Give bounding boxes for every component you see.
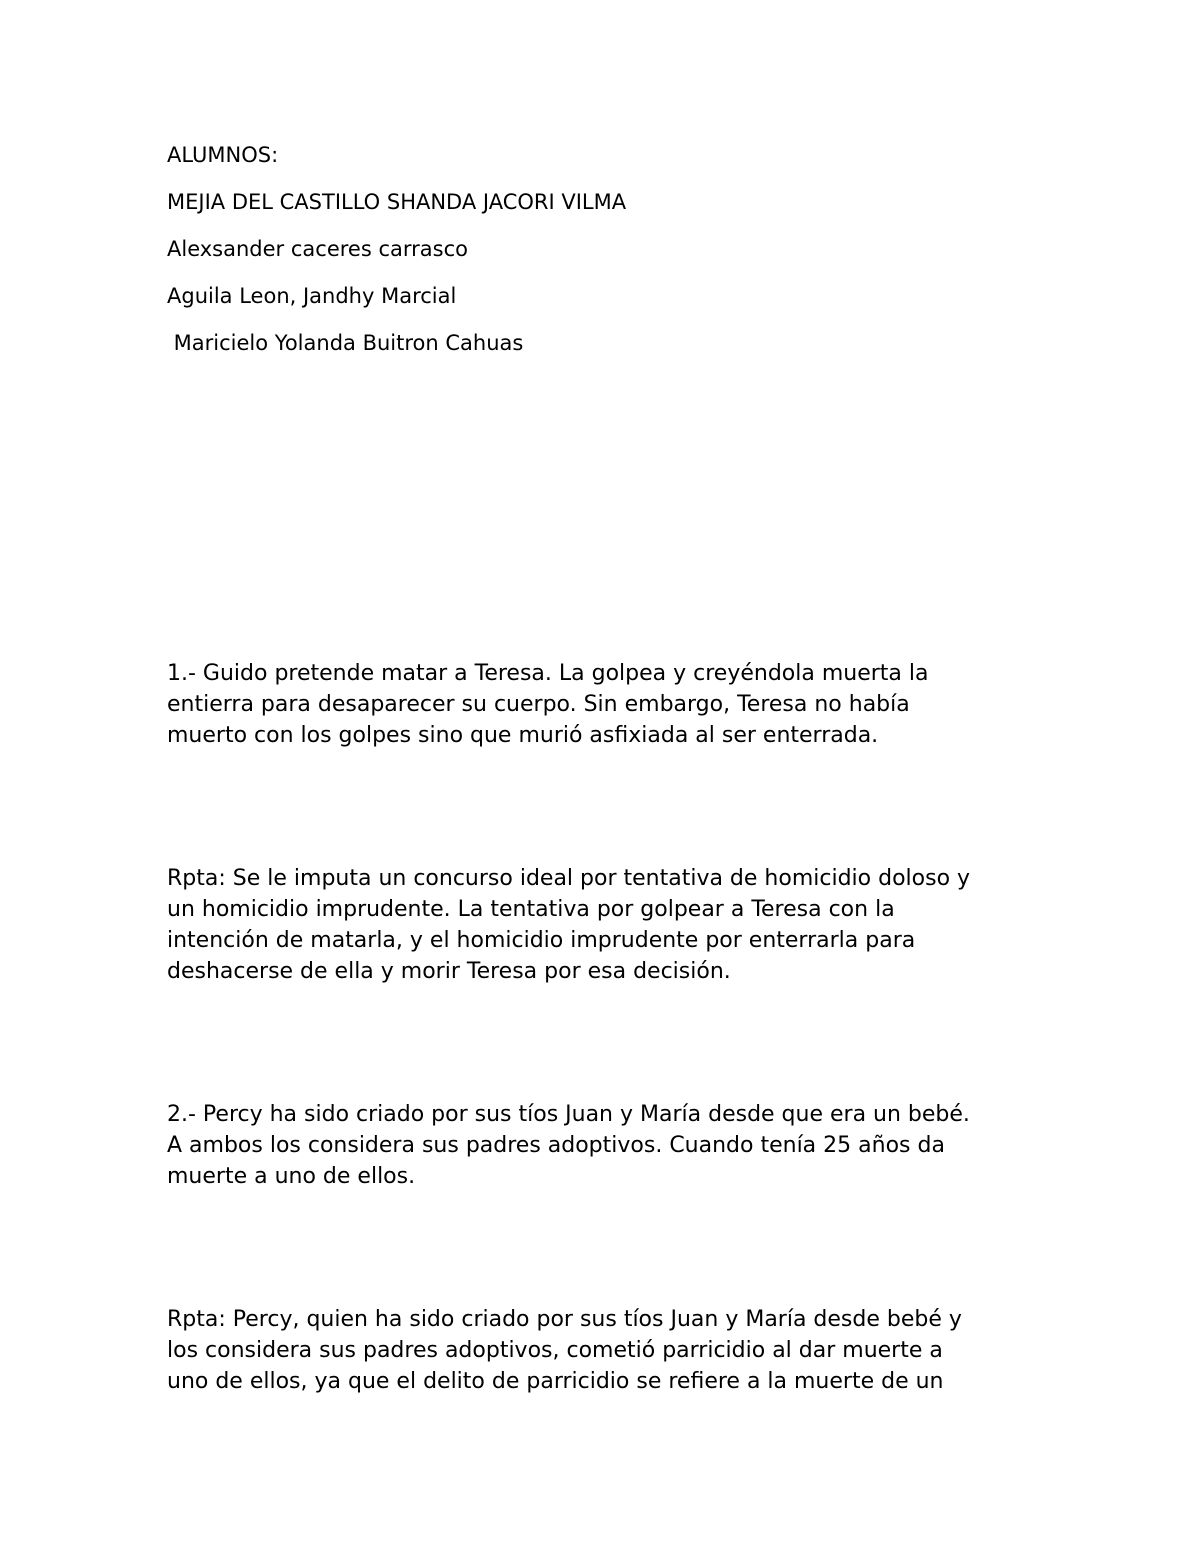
question-1 — [167, 658, 1047, 751]
students-heading: ALUMNOS: — [167, 143, 279, 167]
answer-2-line: uno de ellos, ya que el delito de parricidio se refiere a la muerte de un — [167, 1369, 944, 1394]
student-name: MEJIA DEL CASTILLO SHANDA JACORI VILMA — [167, 190, 627, 214]
question-2 — [167, 1099, 1047, 1192]
student-name: Maricielo Yolanda Buitron Cahuas — [167, 331, 524, 355]
student-name: Alexsander caceres carrasco — [167, 237, 468, 261]
answer-2-line: Rpta: Percy, quien ha sido criado por sus tíos Juan y María desde bebé y — [167, 1307, 962, 1332]
question-1-line: entierra para desaparecer su cuerpo. Sin embargo, Teresa no había — [167, 692, 910, 717]
answer-1 — [167, 863, 1047, 987]
answer-2-line: los considera sus padres adoptivos, cometió parricidio al dar muerte a — [167, 1338, 943, 1363]
question-2-line: A ambos los considera sus padres adoptivos. Cuando tenía 25 años da — [167, 1133, 945, 1158]
answer-1-line: Rpta: Se le imputa un concurso ideal por tentativa de homicidio doloso y — [167, 866, 971, 891]
answer-1-line: deshacerse de ella y morir Teresa por esa decisión. — [167, 959, 731, 984]
question-2-line: 2.- Percy ha sido criado por sus tíos Juan y María desde que era un bebé. — [167, 1102, 970, 1127]
answer-2 — [167, 1304, 1047, 1397]
answer-1-line: intención de matarla, y el homicidio imprudente por enterrarla para — [167, 928, 916, 953]
student-name: Aguila Leon, Jandhy Marcial — [167, 284, 457, 308]
question-2-line: muerte a uno de ellos. — [167, 1164, 416, 1189]
question-1-line: 1.- Guido pretende matar a Teresa. La golpea y creyéndola muerta la — [167, 661, 929, 686]
question-1-line: muerto con los golpes sino que murió asfixiada al ser enterrada. — [167, 723, 879, 748]
answer-1-line: un homicidio imprudente. La tentativa por golpear a Teresa con la — [167, 897, 895, 922]
